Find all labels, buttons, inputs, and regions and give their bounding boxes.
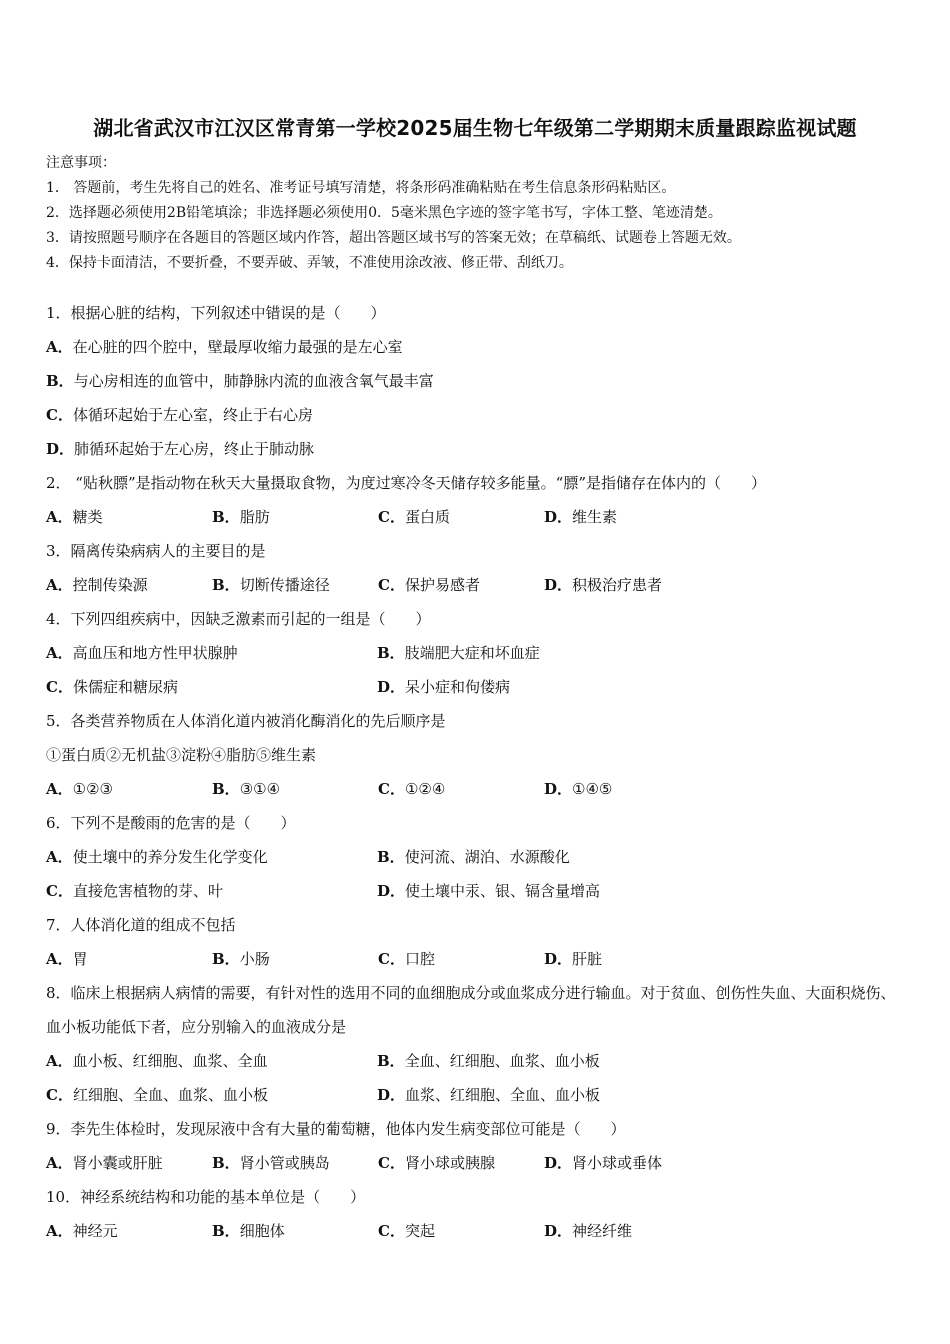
option-text: 肾小管或胰岛 [239, 1154, 330, 1172]
option-letter: C． [378, 1154, 405, 1172]
question-stem: 3．隔离传染病病人的主要目的是 [46, 542, 266, 560]
notice-item: 2．选择题必须使用2B铅笔填涂；非选择题必须使用0．5毫米黑色字迹的签字笔书写，字体工整、笔迹清楚。 [46, 205, 722, 221]
option-text: 维生素 [572, 508, 618, 526]
option-d [544, 772, 710, 806]
option-c [378, 568, 544, 602]
option-text: 神经元 [72, 1222, 118, 1240]
option-a [46, 1146, 212, 1180]
question-2 [46, 466, 916, 534]
option-text: 在心脏的四个腔中，壁最厚收缩力最强的是左心室 [72, 338, 403, 356]
option-text: 保护易感者 [404, 576, 480, 594]
option-a [46, 330, 916, 364]
question-7 [46, 908, 916, 976]
option-b [46, 364, 916, 398]
option-row [46, 840, 916, 874]
option-letter: B． [212, 508, 240, 526]
option-text: ①④⑤ [572, 780, 613, 798]
option-letter: B． [212, 1222, 240, 1240]
option-letter: A． [46, 1154, 73, 1172]
option-d [377, 1078, 708, 1112]
option-letter: A． [46, 1222, 73, 1240]
option-b [212, 772, 378, 806]
option-text: ①②③ [72, 780, 113, 798]
option-letter: B． [377, 848, 405, 866]
option-letter: A． [46, 644, 73, 662]
option-letter: C． [378, 508, 405, 526]
question-stem: 1．根据心脏的结构，下列叙述中错误的是（ ） [46, 304, 386, 322]
option-letter: A． [46, 576, 73, 594]
option-letter: D． [377, 882, 406, 900]
question-stem: 5．各类营养物质在人体消化道内被消化酶消化的先后顺序是 [46, 712, 446, 730]
option-letter: C． [378, 780, 405, 798]
option-text: 血浆、红细胞、全血、血小板 [405, 1086, 601, 1104]
option-b [212, 1146, 378, 1180]
option-letter: A． [46, 338, 73, 356]
option-b [212, 1214, 378, 1248]
option-row [46, 568, 916, 602]
question-stem: 10．神经系统结构和功能的基本单位是（ ） [46, 1188, 366, 1206]
question-stem: 6．下列不是酸雨的危害的是（ ） [46, 814, 296, 832]
option-row [46, 1044, 916, 1078]
option-text: 侏儒症和糖尿病 [72, 678, 178, 696]
option-letter: A． [46, 950, 73, 968]
option-text: 细胞体 [239, 1222, 285, 1240]
option-letter: B． [46, 372, 74, 390]
option-text: 肾小囊或肝脏 [72, 1154, 163, 1172]
option-letter: D． [544, 1154, 573, 1172]
option-letter: A． [46, 780, 73, 798]
option-text: 肢端肥大症和坏血症 [404, 644, 540, 662]
option-row [46, 670, 916, 704]
question-stem: 8．临床上根据病人病情的需要，有针对性的选用不同的血细胞成分或血浆成分进行输血。对于贫血、创伤性失血、大面积烧伤、血小板功能低下者，应分别输入的血液成分是 [46, 984, 896, 1036]
option-b [377, 1044, 708, 1078]
question-8 [46, 976, 916, 1112]
option-text: 使土壤中汞、银、镉含量增高 [405, 882, 601, 900]
option-letter: B． [212, 576, 240, 594]
option-c [46, 398, 916, 432]
option-text: 呆小症和佝偻病 [405, 678, 511, 696]
notice-item: 1． 答题前，考生先将自己的姓名、准考证号填写清楚，将条形码准确粘贴在考生信息条形码粘贴区。 [46, 180, 676, 196]
option-text: 胃 [72, 950, 88, 968]
option-letter: B． [377, 644, 405, 662]
question-stem: 9．李先生体检时，发现尿液中含有大量的葡萄糖，他体内发生病变部位可能是（ ） [46, 1120, 626, 1138]
option-letter: D． [544, 508, 573, 526]
option-c [46, 670, 377, 704]
notice-item: 4．保持卡面清洁，不要折叠，不要弄破、弄皱，不准使用涂改液、修正带、刮纸刀。 [46, 255, 573, 271]
option-text: 使土壤中的养分发生化学变化 [72, 848, 268, 866]
option-a [46, 1214, 212, 1248]
option-c [378, 1214, 544, 1248]
option-d [377, 874, 708, 908]
option-letter: C． [46, 678, 73, 696]
option-text: 小肠 [239, 950, 270, 968]
option-text: 全血、红细胞、血浆、血小板 [404, 1052, 600, 1070]
question-list [46, 296, 916, 1248]
option-c [378, 1146, 544, 1180]
option-text: 突起 [404, 1222, 435, 1240]
option-text: 直接危害植物的芽、叶 [72, 882, 223, 900]
option-row [46, 1146, 916, 1180]
option-text: 血小板、红细胞、血浆、全血 [72, 1052, 268, 1070]
option-c [378, 772, 544, 806]
question-stem: 7．人体消化道的组成不包括 [46, 916, 236, 934]
option-letter: B． [377, 1052, 405, 1070]
option-row [46, 772, 916, 806]
option-text: 肝脏 [572, 950, 603, 968]
question-9 [46, 1112, 916, 1180]
option-text: 糖类 [72, 508, 103, 526]
option-text: ①②④ [404, 780, 446, 798]
option-letter: C． [46, 406, 73, 424]
question-1 [46, 296, 916, 466]
option-letter: A． [46, 508, 73, 526]
option-text: 体循环起始于左心室，终止于右心房 [72, 406, 313, 424]
option-letter: A． [46, 1052, 73, 1070]
option-a [46, 500, 212, 534]
option-letter: D． [544, 1222, 573, 1240]
option-letter: B． [212, 1154, 240, 1172]
option-letter: B． [212, 950, 240, 968]
option-c [378, 500, 544, 534]
option-letter: C． [378, 576, 405, 594]
option-c [46, 874, 377, 908]
question-3 [46, 534, 916, 602]
page-title: 湖北省武汉市江汉区常青第一学校2025届生物七年级第二学期期末质量跟踪监视试题 [93, 116, 857, 140]
option-text: 神经纤维 [572, 1222, 633, 1240]
option-text: 与心房相连的血管中，肺静脉内流的血液含氧气最丰富 [73, 372, 434, 390]
question-stem: 2． “贴秋膘”是指动物在秋天大量摄取食物，为度过寒冷冬天储存较多能量。“膘”是指储存在体内的（ ） [46, 474, 766, 492]
option-a [46, 1044, 377, 1078]
option-b [212, 568, 378, 602]
option-letter: B． [212, 780, 240, 798]
notice-heading: 注意事项： [46, 155, 116, 171]
option-letter: D． [544, 780, 573, 798]
question-substem: ①蛋白质②无机盐③淀粉④脂肪⑤维生素 [46, 746, 317, 764]
question-4 [46, 602, 916, 704]
option-b [212, 500, 378, 534]
option-letter: D． [377, 1086, 406, 1104]
option-row [46, 942, 916, 976]
question-stem: 4．下列四组疾病中，因缺乏激素而引起的一组是（ ） [46, 610, 431, 628]
option-row [46, 1078, 916, 1112]
option-d [46, 432, 916, 466]
option-d [544, 568, 710, 602]
notice-item: 3．请按照题号顺序在各题目的答题区域内作答，超出答题区域书写的答案无效；在草稿纸、试题卷上答题无效。 [46, 230, 741, 246]
option-text: 切断传播途径 [239, 576, 330, 594]
option-text: 红细胞、全血、血浆、血小板 [72, 1086, 268, 1104]
option-d [544, 1214, 710, 1248]
option-letter: C． [378, 1222, 405, 1240]
option-row [46, 874, 916, 908]
option-text: 控制传染源 [72, 576, 148, 594]
option-letter: D． [46, 440, 75, 458]
option-b [377, 840, 708, 874]
option-text: 肾小球或胰腺 [404, 1154, 495, 1172]
option-b [212, 942, 378, 976]
option-c [378, 942, 544, 976]
option-text: 口腔 [404, 950, 435, 968]
option-text: 脂肪 [239, 508, 270, 526]
option-text: 使河流、湖泊、水源酸化 [404, 848, 570, 866]
option-a [46, 772, 212, 806]
option-a [46, 840, 377, 874]
option-text: 肾小球或垂体 [572, 1154, 663, 1172]
option-c [46, 1078, 377, 1112]
question-5 [46, 704, 916, 806]
question-10 [46, 1180, 916, 1248]
option-row [46, 1214, 916, 1248]
option-d [544, 942, 710, 976]
option-letter: D． [544, 576, 573, 594]
option-text: ③①④ [239, 780, 281, 798]
option-b [377, 636, 708, 670]
option-text: 肺循环起始于左心房，终止于肺动脉 [74, 440, 315, 458]
option-a [46, 636, 377, 670]
option-letter: D． [377, 678, 406, 696]
option-d [544, 1146, 710, 1180]
option-d [544, 500, 710, 534]
option-letter: C． [378, 950, 405, 968]
option-letter: C． [46, 882, 73, 900]
question-6 [46, 806, 916, 908]
option-letter: D． [544, 950, 573, 968]
option-text: 蛋白质 [404, 508, 450, 526]
option-a [46, 568, 212, 602]
option-a [46, 942, 212, 976]
option-row [46, 636, 916, 670]
option-letter: C． [46, 1086, 73, 1104]
option-letter: A． [46, 848, 73, 866]
option-row [46, 500, 916, 534]
option-text: 积极治疗患者 [572, 576, 663, 594]
option-text: 高血压和地方性甲状腺肿 [72, 644, 238, 662]
option-d [377, 670, 708, 704]
notice-section [46, 151, 741, 276]
